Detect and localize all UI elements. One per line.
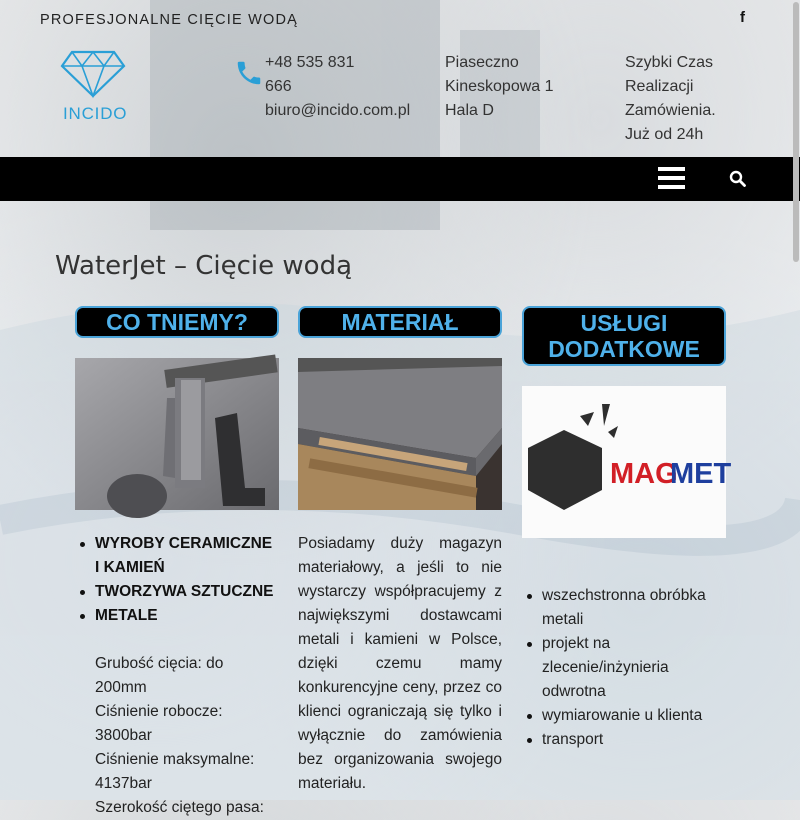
list-item: wymiarowanie u klienta — [522, 704, 726, 728]
material-list — [75, 532, 279, 628]
contact-phone[interactable]: +48 535 831 666 — [265, 54, 355, 95]
scrollbar-thumb[interactable] — [793, 2, 799, 262]
cutting-specs — [75, 652, 279, 820]
top-bar — [0, 0, 800, 40]
magmet-logo-text-met: MET — [670, 458, 732, 490]
column-material — [298, 306, 502, 796]
magmet-logo-text-mag: MAG — [610, 458, 678, 490]
column-heading: MATERIAŁ — [298, 306, 502, 338]
hamburger-menu-icon[interactable] — [658, 167, 685, 191]
list-item: transport — [522, 728, 726, 752]
magmet-logo[interactable] — [522, 386, 732, 538]
facebook-icon[interactable]: f — [740, 9, 745, 26]
search-icon[interactable] — [729, 170, 747, 188]
column-extra-services — [522, 306, 732, 752]
list-item: wszechstronna obróbka metali — [522, 584, 726, 632]
spec-line: Ciśnienie robocze: 3800bar — [95, 703, 223, 744]
brand-name: INCIDO — [63, 104, 128, 123]
contact-address — [445, 51, 585, 123]
address-line: Kineskopowa 1 — [445, 78, 554, 95]
column-heading: CO TNIEMY? — [75, 306, 279, 338]
contact-email[interactable]: biuro@incido.com.pl — [265, 102, 411, 119]
site-logo[interactable] — [60, 50, 130, 123]
address-line: Hala D — [445, 102, 494, 119]
list-item: METALE — [75, 604, 279, 628]
material-description: Posiadamy duży magazyn materiałowy, a jeśli to nie wystarczy współpracujemy z największymi dostawcami metali i kamieni w Polsce, dzięki czemu mamy konkurencyjne ceny, przez co klienci ograniczają się tylko i wyłącznie do zamówienia bez organizowania swojego materiału. — [298, 535, 502, 792]
spec-line: Grubość cięcia: do 200mm — [95, 655, 224, 696]
spec-line: Ciśnienie maksymalne: 4137bar — [95, 751, 255, 792]
list-item: TWORZYWA SZTUCZNE — [75, 580, 279, 604]
services-list — [522, 584, 726, 752]
stone-slab-photo — [298, 358, 502, 510]
cut-parts-photo — [75, 358, 279, 510]
main-navbar — [0, 157, 800, 201]
page-scrollbar[interactable] — [791, 0, 800, 800]
list-item: projekt na zlecenie/inżynieria odwrotna — [522, 632, 726, 704]
diamond-logo-icon — [60, 50, 126, 98]
column-what-we-cut — [75, 306, 279, 820]
column-heading: USŁUGI DODATKOWE — [522, 306, 726, 366]
spec-line: Szerokość ciętego pasa: — [95, 799, 264, 816]
page-title: WaterJet – Cięcie wodą — [55, 251, 353, 281]
phone-icon — [234, 58, 264, 88]
list-item: WYROBY CERAMICZNE I KAMIEŃ — [75, 532, 279, 580]
delivery-info: Szybki Czas Realizacji Zamówienia. Już od 24h — [625, 54, 716, 143]
address-line: Piaseczno — [445, 54, 519, 71]
site-tagline: PROFESJONALNE CIĘCIE WODĄ — [40, 12, 299, 28]
